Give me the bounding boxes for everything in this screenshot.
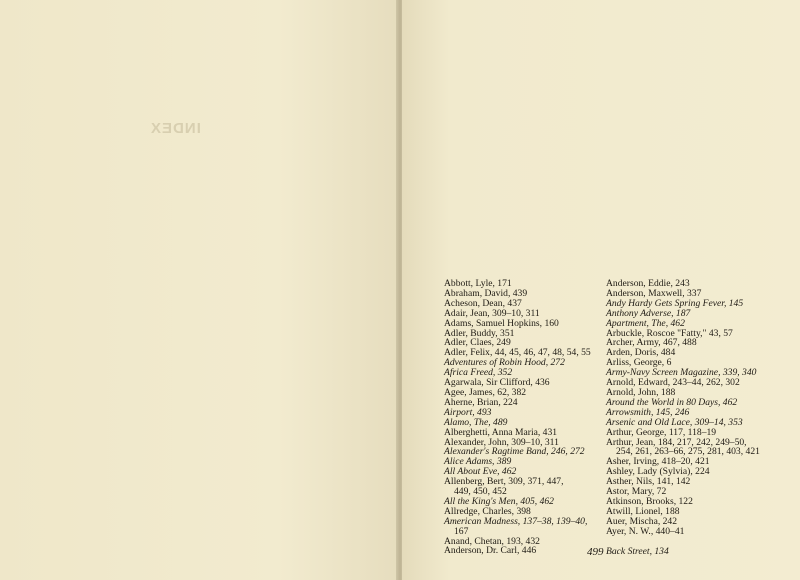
index-entry: Anderson, Maxwell, 337 [606,287,702,299]
index-entry: Arthur, Jean, 184, 217, 242, 249–50, [606,436,747,448]
index-entry: Adams, Samuel Hopkins, 160 [444,317,559,329]
index-entry: Anthony Adverse, 187 [606,307,691,319]
index-entry: Airport, 493 [444,406,492,418]
index-entry: Adler, Felix, 44, 45, 46, 47, 48, 54, 55 [444,347,591,359]
index-entry: Asher, Irving, 418–20, 421 [606,456,710,468]
index-entry: Arliss, George, 6 [606,357,672,369]
index-entry: American Madness, 137–38, 139–40, [444,515,588,527]
index-entry: Alexander's Ragtime Band, 246, 272 [444,446,585,458]
show-through-heading: INDEX [150,120,201,137]
index-entry: Alexander, John, 309–10, 311 [444,436,559,448]
index-entry: Auer, Mischa, 242 [606,515,678,527]
index-entry: Archer, Army, 467, 488 [606,337,697,349]
page-number: 499 [587,546,604,558]
index-entry: Arrowsmith, 145, 246 [606,406,690,418]
index-entry: Aherne, Brian, 224 [444,396,518,408]
index-entry: Adventures of Robin Hood, 272 [444,357,565,369]
left-page [0,0,398,580]
index-entry: Asther, Nils, 141, 142 [606,476,691,488]
index-entry: Agee, James, 62, 382 [444,386,527,398]
index-entry: Arnold, John, 188 [606,386,676,398]
index-entry: All About Eve, 462 [444,466,517,478]
index-entry: Abraham, David, 439 [444,287,528,299]
index-entry: Anderson, Dr. Carl, 446 [444,545,537,557]
index-entry: Atkinson, Brooks, 122 [606,495,693,507]
index-entry: Allredge, Charles, 398 [444,505,531,517]
index-entry: 254, 261, 263–66, 275, 281, 403, 421 [616,446,760,458]
index-entry: Arthur, George, 117, 118–19 [606,426,717,438]
index-entry: Allenberg, Bert, 309, 371, 447, [444,476,564,488]
index-entry: Arnold, Edward, 243–44, 262, 302 [606,377,740,389]
index-entry: Andy Hardy Gets Spring Fever, 145 [606,297,744,309]
index-entry: Ayer, N. W., 440–41 [606,525,685,537]
index-entry: Astor, Mary, 72 [606,486,667,498]
index-entry: Anderson, Eddie, 243 [606,278,690,289]
index-entry: Army-Navy Screen Magazine, 339, 340 [606,367,757,379]
index-entry: Around the World in 80 Days, 462 [606,396,738,408]
index-entry: Abbott, Lyle, 171 [444,278,512,289]
index-entry: Alice Adams, 389 [444,456,512,468]
index-entry: Adler, Buddy, 351 [444,327,515,339]
index-entry: Adair, Jean, 309–10, 311 [444,307,540,319]
index-column-1 [444,279,602,556]
index-entry: Ashley, Lady (Sylvia), 224 [606,466,710,478]
index-entry: Arbuckle, Roscoe "Fatty," 43, 57 [606,327,733,339]
index-entry: All the King's Men, 405, 462 [444,495,554,507]
index-entry: Alberghetti, Anna Maria, 431 [444,426,558,438]
index-entry: Agarwala, Sir Clifford, 436 [444,377,550,389]
index-entry: Atwill, Lionel, 188 [606,505,680,517]
index-entry: Back Street, 134 [606,545,669,557]
index-entry: Arsenic and Old Lace, 309–14, 353 [606,416,743,428]
index-entry: 449, 450, 452 [454,486,507,498]
index-entry: Acheson, Dean, 437 [444,297,522,309]
index-entry: Adler, Claes, 249 [444,337,511,349]
index-entry: Africa Freed, 352 [444,367,513,379]
index-entry: Apartment, The, 462 [606,317,685,329]
index-column-2 [606,279,786,556]
index-entry: 167 [454,525,469,537]
index-entry: Anand, Chetan, 193, 432 [444,535,540,547]
index-entry: Alamo, The, 489 [444,416,508,428]
index-entry: Arden, Doris, 484 [606,347,676,359]
